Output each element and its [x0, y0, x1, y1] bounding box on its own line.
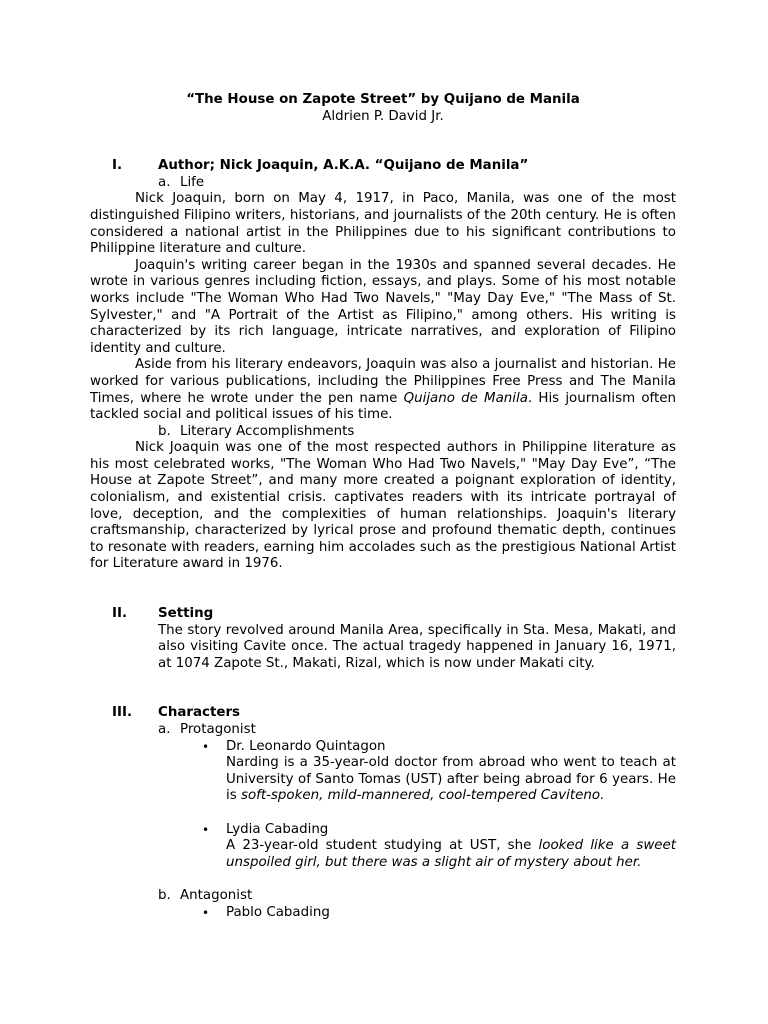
paragraph-life-3	[90, 357, 676, 423]
section-setting	[90, 606, 676, 672]
paragraph-accomplishments: Nick Joaquin was one of the most respected authors in Philippine literature as his most celebrated works, "The Woman Who Had Two Navels," "May Day Eve”, “The House at Zapote Street”, and many more created a poignant exploration of identity, colonialism, and existential crisis. captivates readers with its intricate portrayal of love, deception, and the complexities of human relationships. Joaquin's literary craftsmanship, characterized by lyrical prose and profound thematic depth, continues to resonate with readers, earning him accolades such as the prestigious National Artist for Literature award in 1976.	[90, 440, 676, 572]
subsection-label: Protagonist	[180, 722, 256, 737]
subsection-letter: b.	[158, 887, 171, 903]
section-number: I.	[112, 158, 123, 174]
paragraph-life-1: Nick Joaquin, born on May 4, 1917, in Paco, Manila, was one of the most distinguished Filipino writers, historians, and journalists of the 20th century. He is often considered a national artist in the Philippines due to his significant contributions to Philippine literature and culture.	[90, 191, 676, 257]
section-heading	[90, 705, 676, 722]
description-quote: looked like a sweet unspoiled girl, but there was a slight air of mystery about her.	[226, 838, 676, 870]
subsection-letter: a.	[158, 722, 171, 737]
subsection-label: Literary Accomplishments	[180, 423, 355, 439]
bullet-icon: •	[202, 905, 210, 920]
document-author: Aldrien P. David Jr.	[322, 108, 444, 124]
subsection-heading-accomplishments	[90, 424, 676, 441]
section-number: III.	[112, 705, 133, 721]
paragraph-life-2: Joaquin's writing career began in the 1930s and spanned several decades. He wrote in various genres including fiction, essays, and plays. Some of his most notable works include "The Woman Who Had Two Navels," "May Day Eve," "The Mass of St. Sylvester," and "A Portrait of the Artist as Filipino," among others. His writing is characterized by its rich language, intricate narratives, and exploration of Filipino identity and culture.	[90, 257, 676, 356]
character-name: Lydia Cabading	[226, 821, 329, 837]
subsection-heading-protagonist	[90, 722, 676, 739]
paragraph-text: . His journalism often tackled social and political issues of his time.	[90, 390, 676, 423]
description-text: A 23-year-old student studying at UST, she	[226, 838, 539, 854]
list-item-character	[202, 822, 676, 872]
list-item-character	[202, 739, 676, 805]
section-title: Setting	[158, 606, 214, 622]
character-entry	[226, 905, 676, 922]
title-block	[90, 92, 676, 125]
character-entry	[226, 739, 676, 805]
section-number: II.	[112, 606, 128, 622]
subsection-label: Life	[180, 174, 205, 190]
list-item-character	[202, 905, 676, 922]
description-text: Narding is a 35-year-old doctor from abroad who went to teach at University of Santo Tomas (UST) after being abroad for 6 years. He is	[226, 755, 676, 804]
section-title: Author; Nick Joaquin, A.K.A. “Quijano de Manila”	[158, 158, 529, 174]
bullet-icon: •	[202, 739, 210, 754]
paragraph-setting: The story revolved around Manila Area, specifically in Sta. Mesa, Makati, and also visiting Cavite once. The actual tragedy happened in January 16, 1971, at 1074 Zapote St., Makati, Rizal, which is now under Makati city.	[158, 622, 676, 671]
bullet-icon: •	[202, 822, 210, 837]
section-heading	[90, 158, 676, 175]
document-title: “The House on Zapote Street” by Quijano de Manila	[186, 92, 580, 107]
character-name: Dr. Leonardo Quintagon	[226, 738, 386, 754]
paragraph-text: Aside from his literary endeavors, Joaquin was also a journalist and historian. He worked for various publications, including the Philippines Free Press and The Manila Times, where he wrote under the pen name	[90, 357, 676, 406]
section-characters	[90, 705, 676, 921]
pen-name: Quijano de Manila	[403, 390, 528, 406]
section-title: Characters	[158, 705, 241, 721]
subsection-label: Antagonist	[180, 887, 253, 903]
subsection-letter: a.	[158, 174, 171, 190]
subsection-heading-life	[90, 175, 676, 192]
subsection-heading-antagonist	[90, 888, 676, 905]
character-name: Pablo Cabading	[226, 904, 330, 920]
character-entry	[226, 822, 676, 872]
section-author	[90, 158, 676, 573]
description-quote: soft-spoken, mild-mannered, cool-tempered Caviteno.	[240, 788, 605, 804]
subsection-letter: b.	[158, 423, 171, 439]
section-heading	[90, 606, 676, 623]
character-description	[226, 755, 676, 805]
character-description	[226, 838, 676, 871]
